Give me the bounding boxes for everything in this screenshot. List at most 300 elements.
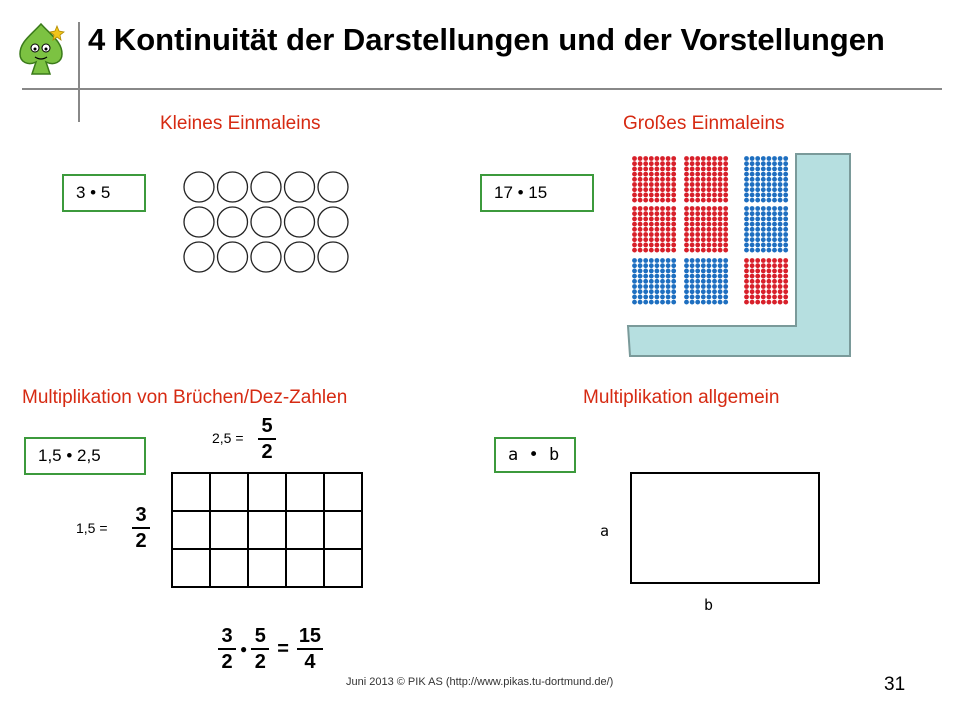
expression-box-small [62, 174, 146, 212]
dot [778, 289, 783, 294]
dot [783, 258, 788, 263]
dot [707, 243, 712, 248]
dot [712, 258, 717, 263]
dot [695, 182, 700, 187]
dot [707, 284, 712, 289]
dot [701, 263, 706, 268]
dot [767, 187, 772, 192]
dot [755, 177, 760, 182]
dot [649, 237, 654, 242]
dot [632, 177, 637, 182]
dot [632, 167, 637, 172]
dot [671, 248, 676, 253]
dot [655, 295, 660, 300]
dot [772, 284, 777, 289]
dot [701, 258, 706, 263]
dot [643, 258, 648, 263]
dot [712, 182, 717, 187]
dot [649, 274, 654, 279]
spade-mascot-icon [12, 18, 70, 80]
header-vertical-divider [78, 22, 80, 122]
dot [632, 193, 637, 198]
dot [750, 258, 755, 263]
dot [660, 161, 665, 166]
dot [778, 206, 783, 211]
result-b-denominator: 2 [254, 651, 266, 673]
dot [660, 217, 665, 222]
dot [712, 263, 717, 268]
dot [695, 156, 700, 161]
dot [671, 177, 676, 182]
dot [772, 300, 777, 305]
dot [649, 206, 654, 211]
dot [632, 187, 637, 192]
dot [723, 198, 728, 203]
dot [750, 300, 755, 305]
dot [761, 258, 766, 263]
dot [718, 206, 723, 211]
dot [723, 237, 728, 242]
dot [744, 258, 749, 263]
dot [750, 211, 755, 216]
dot [638, 227, 643, 232]
dot [707, 167, 712, 172]
dot [638, 243, 643, 248]
dot [750, 232, 755, 237]
dot [643, 263, 648, 268]
dot [718, 222, 723, 227]
dot [712, 187, 717, 192]
dot [684, 227, 689, 232]
dot [744, 161, 749, 166]
dot [684, 198, 689, 203]
dot [638, 198, 643, 203]
dot [783, 232, 788, 237]
dot [701, 217, 706, 222]
dot [744, 206, 749, 211]
dot [690, 156, 695, 161]
dot [649, 279, 654, 284]
dot [723, 161, 728, 166]
dot [718, 211, 723, 216]
dot [755, 248, 760, 253]
dot [750, 172, 755, 177]
dot [638, 300, 643, 305]
dot [660, 156, 665, 161]
dot [755, 279, 760, 284]
dot [671, 156, 676, 161]
dot [723, 232, 728, 237]
dot [772, 161, 777, 166]
dot [750, 177, 755, 182]
dot [690, 172, 695, 177]
dot [666, 300, 671, 305]
dot [761, 243, 766, 248]
side-fraction-label: 1,5 = [76, 520, 108, 536]
dot [684, 295, 689, 300]
dot [666, 198, 671, 203]
dot [707, 211, 712, 216]
dot [632, 269, 637, 274]
dot [761, 279, 766, 284]
dot [767, 193, 772, 198]
dot [767, 300, 772, 305]
dot [632, 222, 637, 227]
dot [712, 300, 717, 305]
dot [649, 248, 654, 253]
dot [655, 227, 660, 232]
dot [701, 269, 706, 274]
grid-cell [172, 549, 210, 587]
dot [772, 263, 777, 268]
dot [723, 193, 728, 198]
grid-cell [248, 549, 286, 587]
dot [655, 284, 660, 289]
dot [783, 227, 788, 232]
dot [690, 198, 695, 203]
dot [643, 211, 648, 216]
dot [750, 289, 755, 294]
dot [638, 177, 643, 182]
dot [755, 211, 760, 216]
dot [761, 237, 766, 242]
dot [767, 279, 772, 284]
dot [761, 182, 766, 187]
dot [649, 269, 654, 274]
dot [643, 187, 648, 192]
heading-fractions: Multiplikation von Brüchen/Dez-Zahlen [22, 387, 348, 408]
dot [684, 289, 689, 294]
array-circle [218, 242, 248, 272]
dot [643, 274, 648, 279]
dot [649, 263, 654, 268]
dot [767, 182, 772, 187]
dot [712, 198, 717, 203]
dot [755, 206, 760, 211]
dot [755, 182, 760, 187]
dot [783, 263, 788, 268]
dot [695, 193, 700, 198]
dot [718, 177, 723, 182]
dot [701, 243, 706, 248]
header-divider [22, 88, 942, 90]
dot [761, 274, 766, 279]
dot [772, 217, 777, 222]
dot [707, 300, 712, 305]
dot [783, 295, 788, 300]
dot [643, 232, 648, 237]
dot [755, 289, 760, 294]
dot [695, 289, 700, 294]
dot [778, 172, 783, 177]
dot [761, 289, 766, 294]
dot [783, 198, 788, 203]
dot [707, 217, 712, 222]
dot [718, 248, 723, 253]
dot [690, 237, 695, 242]
dot [767, 274, 772, 279]
dot [701, 206, 706, 211]
dot [684, 243, 689, 248]
dot [701, 193, 706, 198]
dot [778, 177, 783, 182]
dot [712, 237, 717, 242]
array-circle [251, 207, 281, 237]
dot [695, 237, 700, 242]
dot [712, 217, 717, 222]
dot [701, 232, 706, 237]
dot [684, 167, 689, 172]
dot [690, 161, 695, 166]
dot [783, 237, 788, 242]
dot [761, 211, 766, 216]
dot [783, 269, 788, 274]
dot [666, 182, 671, 187]
dot [643, 167, 648, 172]
dot [718, 217, 723, 222]
dot [783, 274, 788, 279]
dot [666, 243, 671, 248]
dot [643, 182, 648, 187]
dot [772, 198, 777, 203]
dot [649, 289, 654, 294]
dot [778, 161, 783, 166]
dot [690, 279, 695, 284]
dot [632, 248, 637, 253]
dot [778, 300, 783, 305]
dot [695, 222, 700, 227]
dot [755, 243, 760, 248]
result-factor-a [218, 626, 236, 672]
dot [660, 206, 665, 211]
dot [632, 243, 637, 248]
expression-box-fractions [24, 437, 146, 475]
dot [671, 187, 676, 192]
dot [718, 198, 723, 203]
dot [778, 217, 783, 222]
dot [684, 193, 689, 198]
dot [684, 172, 689, 177]
dot [701, 161, 706, 166]
dot [778, 232, 783, 237]
dot [684, 269, 689, 274]
dot [684, 206, 689, 211]
dot [660, 177, 665, 182]
dot [772, 279, 777, 284]
dot [690, 193, 695, 198]
dot [684, 177, 689, 182]
dot [767, 227, 772, 232]
array-circle [285, 207, 315, 237]
dot [718, 289, 723, 294]
dot [690, 217, 695, 222]
dot [755, 269, 760, 274]
dot [655, 243, 660, 248]
dot [671, 217, 676, 222]
dot [761, 177, 766, 182]
fraction-result [218, 626, 323, 672]
dot [690, 243, 695, 248]
dot [761, 198, 766, 203]
dot [632, 284, 637, 289]
dot [632, 295, 637, 300]
dot [783, 206, 788, 211]
dot [655, 193, 660, 198]
dot [684, 248, 689, 253]
dot [638, 187, 643, 192]
dot [643, 237, 648, 242]
dot [707, 177, 712, 182]
dot [666, 156, 671, 161]
dot [660, 243, 665, 248]
grid-cell [324, 511, 362, 549]
dot [783, 300, 788, 305]
dot [723, 172, 728, 177]
dot [632, 237, 637, 242]
dot [723, 300, 728, 305]
dot [660, 295, 665, 300]
expression-general: a • b [508, 445, 560, 465]
dot [750, 182, 755, 187]
array-circle [184, 172, 214, 202]
dot [755, 222, 760, 227]
dot [778, 274, 783, 279]
dot [767, 237, 772, 242]
grid-cell [324, 549, 362, 587]
dot [744, 193, 749, 198]
array-circle [318, 242, 348, 272]
dot [712, 227, 717, 232]
dot [744, 248, 749, 253]
dot [761, 227, 766, 232]
dot [707, 289, 712, 294]
dot [761, 172, 766, 177]
dot [638, 258, 643, 263]
dot [666, 217, 671, 222]
dot [690, 274, 695, 279]
dot [649, 161, 654, 166]
dot [660, 182, 665, 187]
dot [707, 182, 712, 187]
dot [695, 279, 700, 284]
dot [695, 198, 700, 203]
dot [783, 167, 788, 172]
dot [723, 258, 728, 263]
dot [744, 167, 749, 172]
dot [690, 206, 695, 211]
dot [772, 177, 777, 182]
dot [649, 284, 654, 289]
dot [643, 161, 648, 166]
dot [723, 295, 728, 300]
dot [643, 269, 648, 274]
dot [767, 263, 772, 268]
dot [632, 258, 637, 263]
dot [755, 274, 760, 279]
dot [772, 232, 777, 237]
dot [655, 198, 660, 203]
top-fraction [258, 416, 276, 462]
dot [767, 248, 772, 253]
dot [750, 193, 755, 198]
dot [783, 182, 788, 187]
dot [632, 217, 637, 222]
dot [632, 172, 637, 177]
dot [638, 211, 643, 216]
dot [718, 172, 723, 177]
grid-cell [210, 511, 248, 549]
dot [695, 187, 700, 192]
dot [707, 198, 712, 203]
dot [718, 243, 723, 248]
dot [767, 232, 772, 237]
dot [671, 206, 676, 211]
dot [690, 284, 695, 289]
expression-big: 17 • 15 [494, 183, 548, 202]
dot [632, 182, 637, 187]
dot [695, 269, 700, 274]
result-b-numerator: 5 [254, 625, 266, 647]
dot [666, 274, 671, 279]
dot [750, 274, 755, 279]
dot [778, 284, 783, 289]
dot [671, 211, 676, 216]
dot [783, 156, 788, 161]
dot [655, 211, 660, 216]
equals-sign: = [277, 637, 289, 660]
dot [655, 187, 660, 192]
array-circle [318, 207, 348, 237]
dot [701, 295, 706, 300]
dot [666, 289, 671, 294]
dot [638, 222, 643, 227]
dot [690, 227, 695, 232]
dot [655, 300, 660, 305]
dot [671, 269, 676, 274]
dot [767, 222, 772, 227]
dot [712, 274, 717, 279]
result-factor-b [251, 626, 269, 672]
dot [750, 263, 755, 268]
dot [723, 217, 728, 222]
dot [783, 211, 788, 216]
result-a-denominator: 2 [221, 651, 233, 673]
dot [718, 232, 723, 237]
dot [723, 227, 728, 232]
dot [750, 161, 755, 166]
heading-general: Multiplikation allgemein [583, 387, 780, 408]
dot [660, 227, 665, 232]
dot [666, 187, 671, 192]
dot [750, 279, 755, 284]
dot [707, 193, 712, 198]
dot [655, 217, 660, 222]
dot [695, 211, 700, 216]
dot [649, 243, 654, 248]
dot [707, 161, 712, 166]
dot [712, 193, 717, 198]
dot [712, 295, 717, 300]
dot [778, 243, 783, 248]
dot [744, 274, 749, 279]
dot [684, 187, 689, 192]
dot [772, 222, 777, 227]
dot [723, 284, 728, 289]
dot [750, 222, 755, 227]
dot [778, 222, 783, 227]
dot [778, 258, 783, 263]
dot [671, 232, 676, 237]
